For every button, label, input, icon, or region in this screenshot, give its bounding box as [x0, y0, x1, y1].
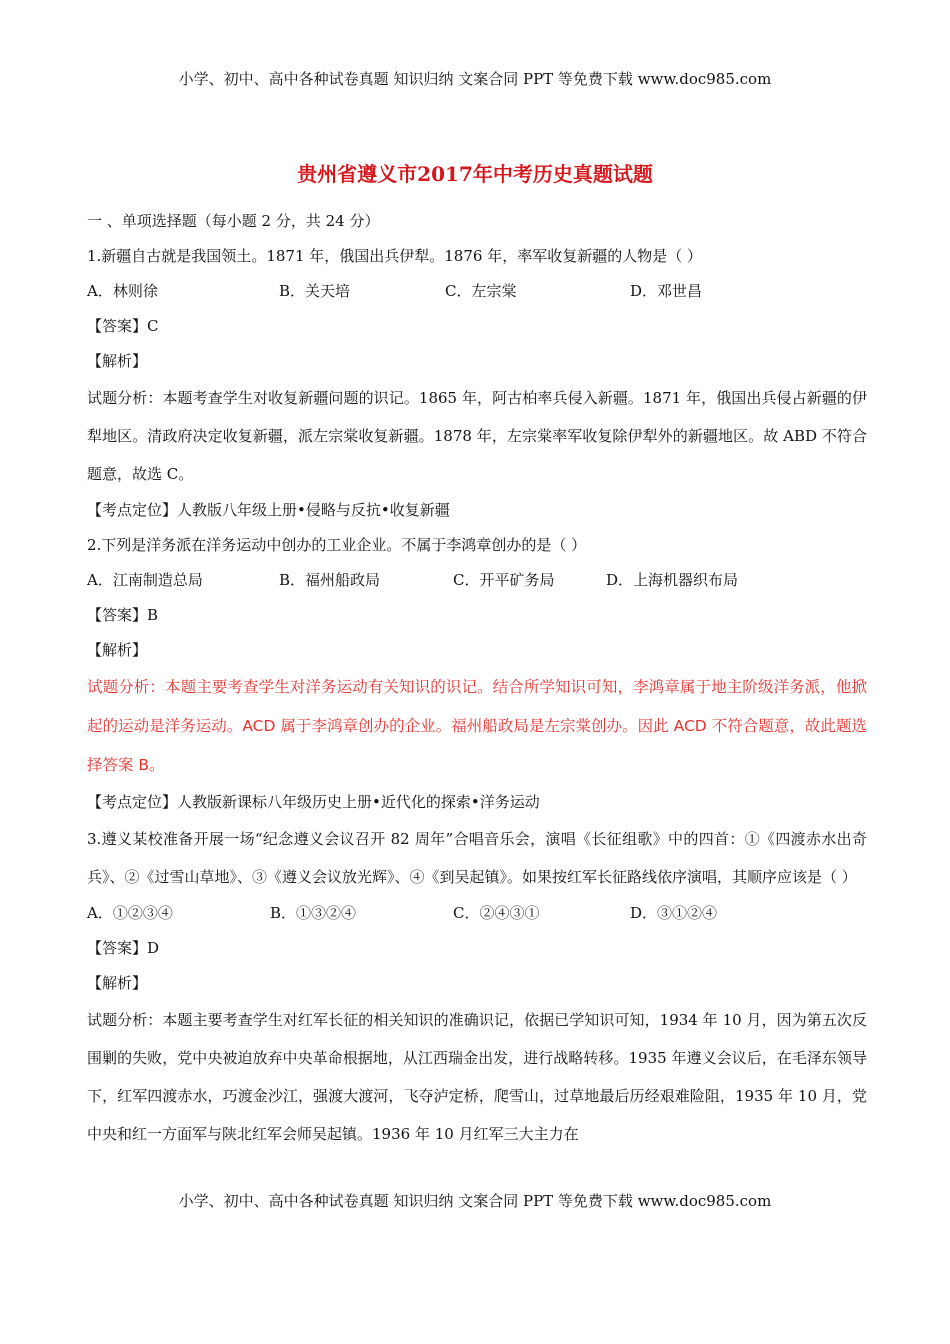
analysis-text: 试题分析：本题主要考查学生对红军长征的相关知识的准确识记，依据已学知识可知，1934 年 10 月，因为第五次反围剿的失败，党中央被迫放弃中央革命根据地，从江西瑞金出发，进行战略转移。1935 年遵义会议后，在毛泽东领导下，红军四渡赤水，巧渡金沙江，强渡大渡河，飞夺泸定桥，爬雪山，过草地最后历经艰难险阻，1935 年 10 月，党中央和红一方面军与陕北红军会师吴起镇。1936 年 10 月红军三大主力在	[87, 1011, 867, 1143]
key-point: 【考点定位】人教版八年级上册•侵略与反抗•收复新疆	[87, 501, 450, 519]
option-a: A．①②③④	[87, 904, 173, 922]
key-point: 【考点定位】人教版新课标八年级历史上册•近代化的探索•洋务运动	[87, 793, 540, 811]
analysis-label: 【解析】	[87, 641, 148, 659]
question-stem: 1.新疆自古就是我国领土。1871 年，俄国出兵伊犁。1876 年，率军收复新疆的人物是（ ）	[87, 247, 702, 265]
option-a: A．林则徐	[87, 282, 158, 300]
answer: 【答案】C	[87, 317, 159, 335]
page-header: 小学、初中、高中各种试卷真题 知识归纳 文案合同 PPT 等免费下载 www.doc985.com	[178, 70, 772, 88]
page-title: 贵州省遵义市2017年中考历史真题试题	[297, 162, 653, 186]
option-c: C．②④③①	[453, 904, 540, 922]
analysis-label: 【解析】	[87, 352, 148, 370]
page-footer: 小学、初中、高中各种试卷真题 知识归纳 文案合同 PPT 等免费下载 www.doc985.com	[178, 1192, 772, 1210]
analysis-text: 试题分析：本题考查学生对收复新疆问题的识记。1865 年，阿古柏率兵侵入新疆。1871 年，俄国出兵侵占新疆的伊犁地区。清政府决定收复新疆，派左宗棠收复新疆。1878 年，左宗棠率军收复除伊犁外的新疆地区。故 ABD 不符合题意，故选 C。	[87, 389, 867, 483]
analysis-text: 试题分析：本题主要考查学生对洋务运动有关知识的识记。结合所学知识可知，李鸿章属于地主阶级洋务派，他掀起的运动是洋务运动。ACD 属于李鸿章创办的企业。福州船政局是左宗棠创办。因此 ACD 不符合题意，故此题选择答案 B。	[87, 678, 867, 774]
question-stem: 2.下列是洋务派在洋务运动中创办的工业企业。不属于李鸿章创办的是（ ）	[87, 536, 587, 554]
option-a: A．江南制造总局	[87, 571, 203, 589]
option-b: B．①③②④	[270, 904, 357, 922]
option-c: C．左宗棠	[445, 282, 517, 300]
answer: 【答案】B	[87, 606, 159, 624]
answer: 【答案】D	[87, 939, 160, 957]
option-d: D．③①②④	[630, 904, 718, 922]
question-1	[87, 239, 867, 528]
question-3	[87, 820, 867, 1153]
options-row	[87, 563, 867, 598]
option-d: D．邓世昌	[630, 282, 703, 300]
analysis-label: 【解析】	[87, 974, 148, 992]
option-b: B．关天培	[279, 282, 351, 300]
question-stem: 3.遵义某校准备开展一场“纪念遵义会议召开 82 周年”合唱音乐会，演唱《长征组歌》中的四首：①《四渡赤水出奇兵》、②《过雪山草地》、③《遵义会议放光辉》、④《到吴起镇》。如果按红军长征路线依序演唱，其顺序应该是（ ）	[87, 830, 867, 886]
options-row	[87, 896, 867, 931]
option-b: B．福州船政局	[279, 571, 381, 589]
options-row	[87, 274, 867, 309]
section-heading: 一 、单项选择题（每小题 2 分，共 24 分）	[87, 212, 380, 230]
question-2	[87, 528, 867, 820]
option-d: D．上海机器织布局	[606, 571, 739, 589]
document-body	[87, 204, 867, 1153]
option-c: C．开平矿务局	[453, 571, 555, 589]
